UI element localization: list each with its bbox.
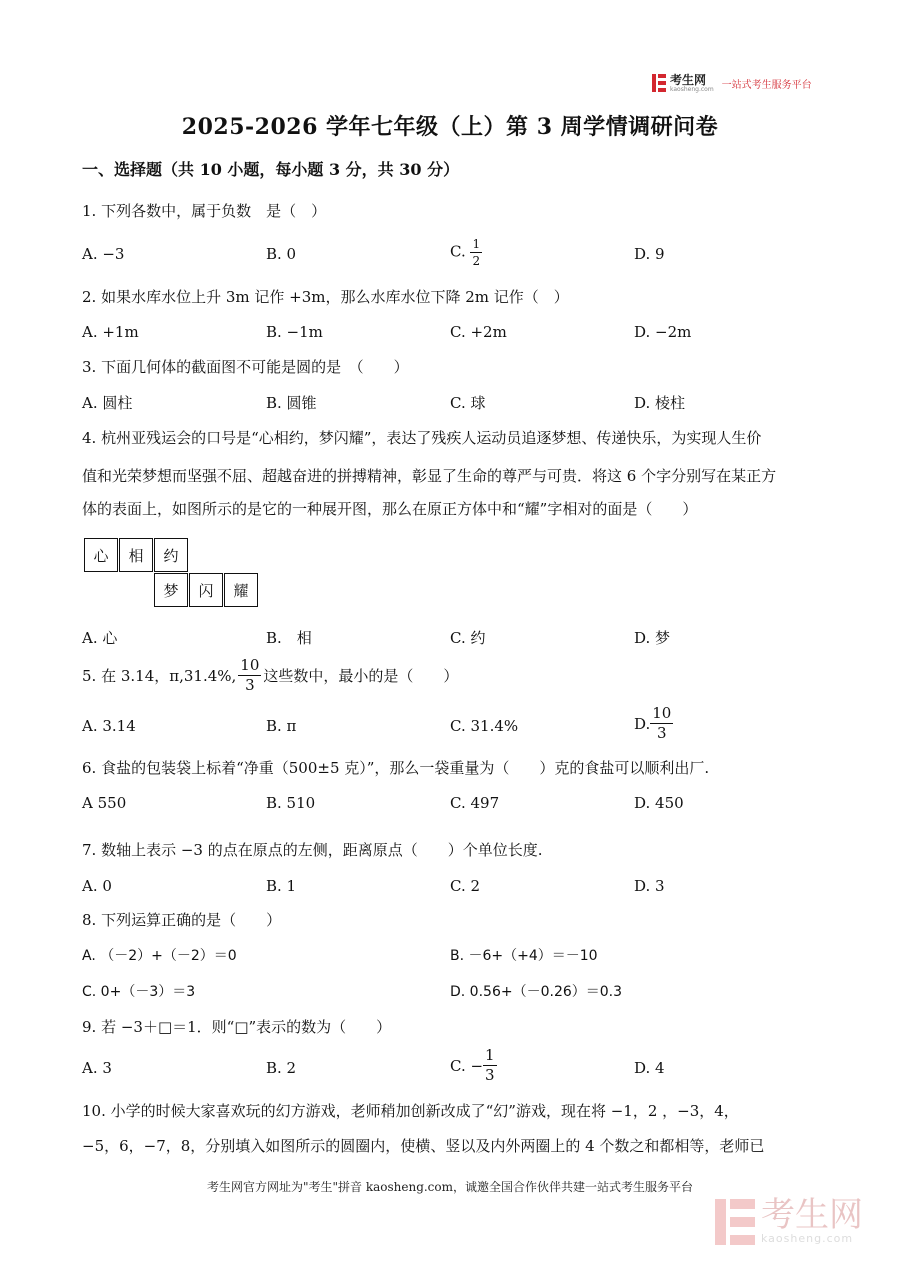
fraction-ten-thirds (238, 658, 261, 693)
fraction-numerator: 10 (652, 704, 672, 722)
net-cell-4: 梦 (154, 573, 188, 607)
question-6-option-b: B. 510 (266, 794, 316, 812)
question-6-option-a: A 550 (82, 794, 127, 812)
question-4-stem-line-1: 4. 杭州亚残运会的口号是“心相约，梦闪耀”，表达了残疾人运动员追逐梦想、传递快乐，为实现人生价 (82, 429, 762, 447)
brand-logo (652, 72, 812, 94)
logo-name: 考生网 (670, 72, 707, 87)
question-5-option-a: A. 3.14 (82, 717, 136, 735)
question-4-stem-line-3: 体的表面上，如图所示的是它的一种展开图，那么在原正方体中和“耀”字相对的面是（ ） (82, 500, 698, 518)
fraction-one-third (483, 1048, 497, 1083)
question-6-option-d: D. 450 (634, 794, 684, 812)
question-7-stem: 7. 数轴上表示 −3 的点在原点的左侧，距离原点（ ）个单位长度. (82, 841, 543, 859)
question-1-option-b: B. 0 (266, 245, 297, 263)
question-3-option-b: B. 圆锥 (266, 394, 317, 412)
net-cell-5: 闪 (189, 573, 223, 607)
fraction-half (470, 238, 482, 267)
watermark-domain: kaosheng.com (761, 1232, 854, 1245)
question-1-option-a: A. −3 (82, 245, 125, 263)
question-9-option-d: D. 4 (634, 1059, 665, 1077)
option-label: C. (450, 242, 471, 261)
watermark (715, 1195, 863, 1245)
question-9-option-b: B. 2 (266, 1059, 297, 1077)
question-6-option-c: C. 497 (450, 794, 500, 812)
question-7-option-a: A. 0 (82, 877, 112, 895)
question-8-option-a: A. （－2）+（－2）＝0 (82, 948, 237, 964)
question-9-option-c (450, 1048, 497, 1083)
question-1-option-c (450, 238, 482, 267)
question-5-stem-head: 5. 在 3.14，π,31.4%, (82, 666, 237, 685)
question-8-option-c: C. 0+（－3）＝3 (82, 984, 196, 1000)
question-10-stem-line-1: 10. 小学的时候大家喜欢玩的幻方游戏，老师稍加创新改成了“幻”游戏，现在将 −1，2 ，−3，4， (82, 1102, 739, 1120)
net-cell-6: 耀 (224, 573, 258, 607)
question-8-option-d: D. 0.56+（－0.26）＝0.3 (450, 984, 623, 1000)
question-8-option-b: B. －6+（+4）＝－10 (450, 948, 598, 964)
fraction-numerator: 1 (472, 237, 481, 251)
fraction-ten-thirds (650, 706, 673, 741)
fraction-denominator: 3 (485, 1066, 495, 1084)
question-5-stem (82, 658, 458, 693)
question-3-option-d: D. 棱柱 (634, 394, 686, 412)
fraction-numerator: 1 (485, 1046, 495, 1064)
footer-text: 考生网官方网址为"考生"拼音 kaosheng.com，诚邀全国合作伙伴共建一站式考生服务平台 (206, 1180, 694, 1194)
question-6-stem: 6. 食盐的包装袋上标着“净重（500±5 克）”，那么一袋重量为（ ）克的食盐可以顺利出厂. (82, 759, 710, 777)
question-10-stem-line-2: −5，6，−7，8，分别填入如图所示的圆圈内，使横、竖以及内外两圈上的 4 个数之和都相等，老师已 (82, 1137, 765, 1155)
fraction-numerator: 10 (240, 656, 260, 674)
question-5-stem-tail: 这些数中，最小的是（ ） (263, 666, 459, 685)
question-2-option-a: A. +1m (82, 323, 139, 341)
question-1-option-d: D. 9 (634, 245, 665, 263)
question-2-stem: 2. 如果水库水位上升 3m 记作 +3m，那么水库水位下降 2m 记作（ ） (82, 288, 569, 306)
question-4-stem-line-2: 值和光荣梦想而坚强不屈、超越奋进的拼搏精神，彰显了生命的尊严与可贵．将这 6 个字分别写在某正方 (82, 467, 777, 485)
page-title: 2025-2026 学年七年级（上）第 3 周学情调研问卷 (181, 114, 719, 140)
fraction-denominator: 2 (472, 254, 481, 268)
question-3-stem: 3. 下面几何体的截面图不可能是圆的是 （ ） (82, 358, 409, 376)
question-4-option-c: C. 约 (450, 629, 486, 647)
question-9-option-a: A. 3 (82, 1059, 112, 1077)
question-7-option-b: B. 1 (266, 877, 297, 895)
section-title: 一、选择题（共 10 小题，每小题 3 分，共 30 分） (82, 160, 460, 179)
question-3-option-a: A. 圆柱 (82, 394, 133, 412)
question-2-option-d: D. −2m (634, 323, 692, 341)
question-9-stem: 9. 若 −3＋□＝1．则“□”表示的数为（ ） (82, 1018, 392, 1036)
logo-slogan: 一站式考生服务平台 (721, 79, 812, 91)
kaosheng-logo-icon (652, 74, 666, 92)
question-5-option-b: B. π (266, 717, 297, 735)
question-8-stem: 8. 下列运算正确的是（ ） (82, 911, 282, 929)
option-label: C. − (450, 1056, 484, 1075)
question-4-option-a: A. 心 (82, 629, 118, 647)
question-2-option-b: B. −1m (266, 323, 323, 341)
question-5-option-c: C. 31.4% (450, 717, 519, 735)
question-4-option-d: D. 梦 (634, 629, 671, 647)
watermark-name: 考生网 (761, 1195, 863, 1235)
fraction-denominator: 3 (245, 676, 255, 694)
fraction-denominator: 3 (657, 724, 667, 742)
option-label: D. (634, 714, 651, 733)
question-7-option-d: D. 3 (634, 877, 665, 895)
question-1-stem: 1. 下列各数中，属于负数 是（ ） (82, 202, 327, 220)
question-3-option-c: C. 球 (450, 394, 486, 412)
watermark-logo-icon (715, 1199, 755, 1245)
question-7-option-c: C. 2 (450, 877, 481, 895)
net-cell-2: 相 (119, 538, 153, 572)
question-2-option-c: C. +2m (450, 323, 507, 341)
net-cell-1: 心 (84, 538, 118, 572)
net-cell-3: 约 (154, 538, 188, 572)
question-4-option-b: B. 相 (266, 629, 312, 647)
logo-domain: kaosheng.com (670, 85, 714, 93)
question-5-option-d (634, 706, 673, 741)
